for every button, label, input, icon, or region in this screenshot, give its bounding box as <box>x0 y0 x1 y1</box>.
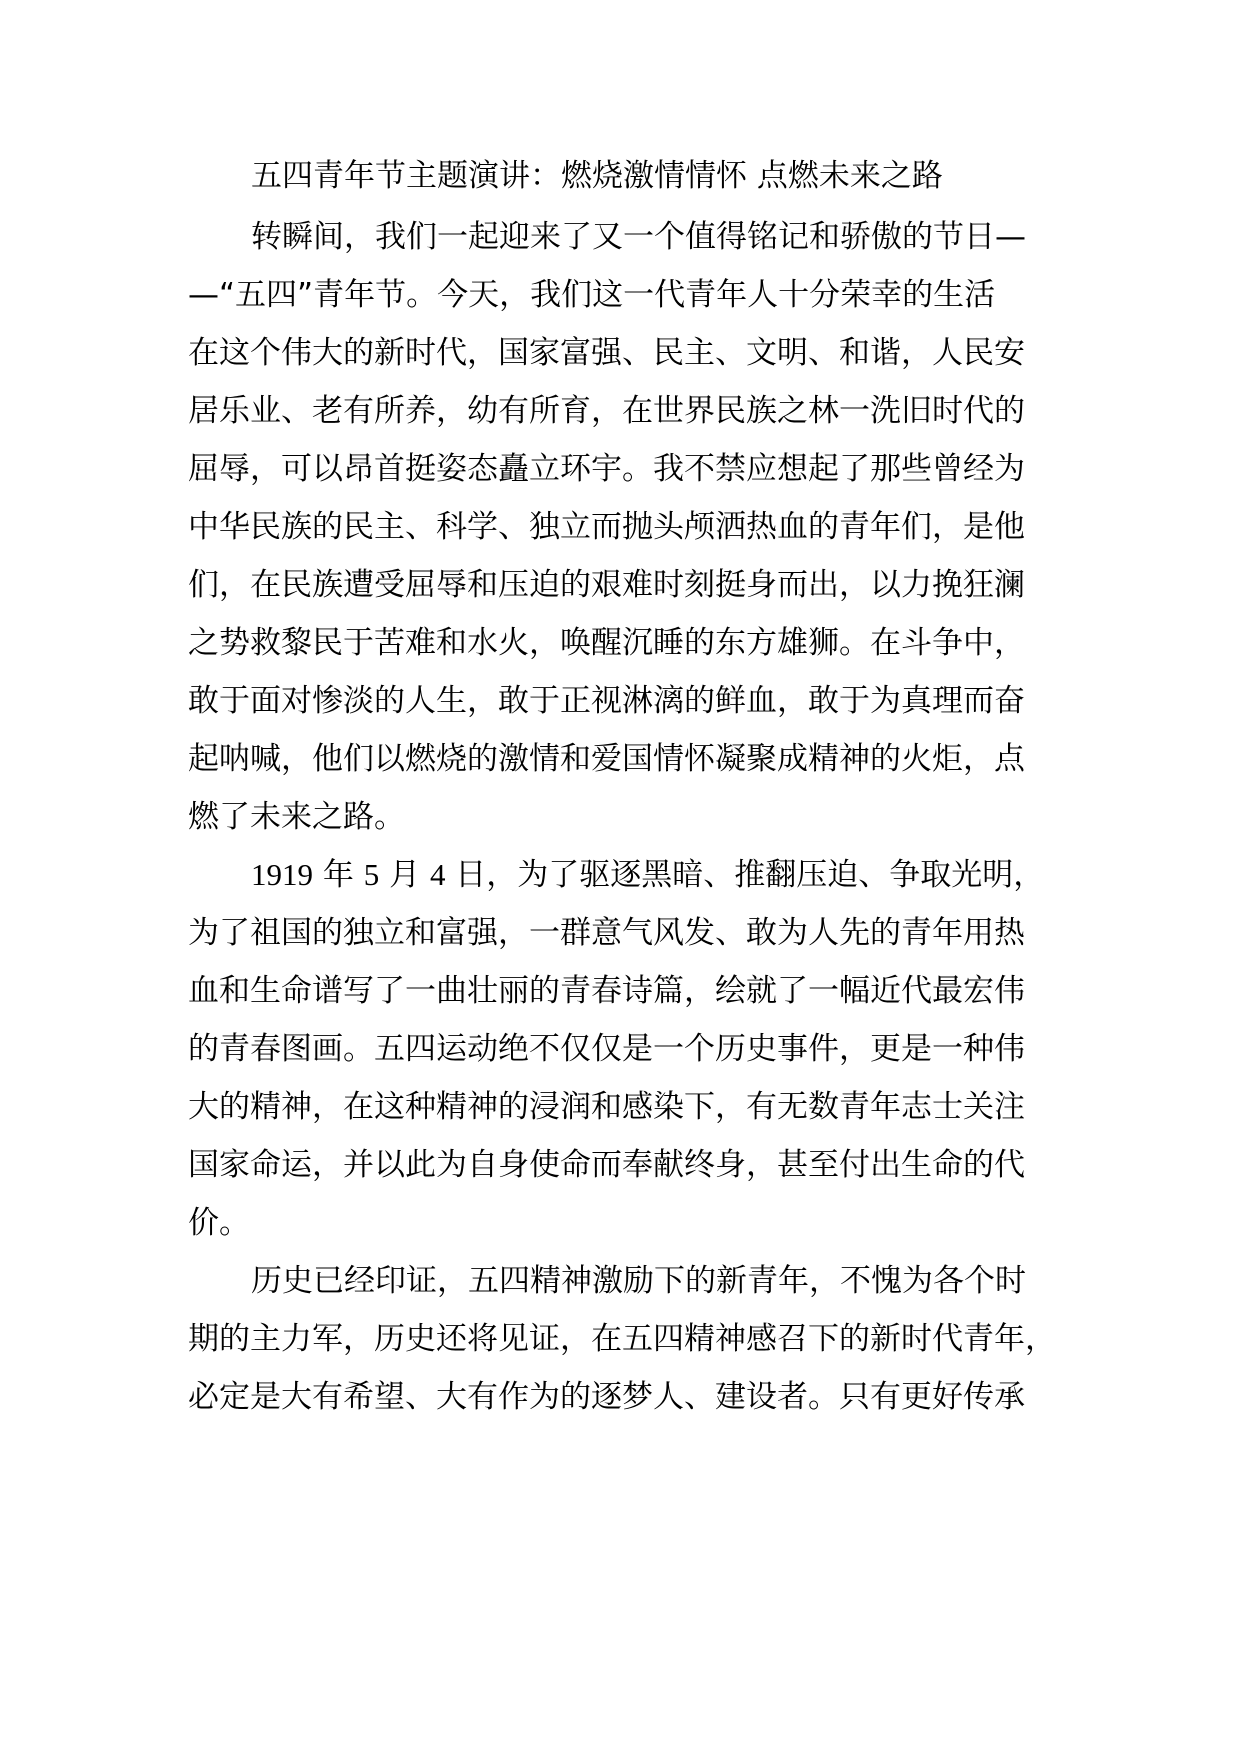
paragraph-line: 为了祖国的独立和富强，一群意气风发、敢为人先的青年用热 <box>188 915 1025 951</box>
paragraph-line: 燃了未来之路。 <box>188 799 405 835</box>
paragraph-line <box>251 855 1151 895</box>
paragraph-line: 中华民族的民主、科学、独立而抛头颅洒热血的青年们，是他 <box>188 509 1025 545</box>
text-fragment: 日，为了驱逐黑暗、推翻压迫、争取光明， <box>445 857 1045 893</box>
paragraph-line: —“五四”青年节。今天，我们这一代青年人十分荣幸的生活 <box>188 277 996 313</box>
paragraph-line: 血和生命谱写了一曲壮丽的青春诗篇，绘就了一幅近代最宏伟 <box>188 973 1025 1009</box>
day-number: 4 <box>429 857 446 892</box>
paragraph-line: 在这个伟大的新时代，国家富强、民主、文明、和谐，人民安 <box>188 335 1025 371</box>
paragraph-line: 历史已经印证，五四精神激励下的新青年，不愧为各个时 <box>251 1263 1026 1299</box>
document-title: 五四青年节主题演讲：燃烧激情情怀 点燃未来之路 <box>251 158 943 194</box>
paragraph-line: 大的精神，在这种精神的浸润和感染下，有无数青年志士关注 <box>188 1089 1025 1125</box>
year-number: 1919 <box>251 857 313 892</box>
paragraph-line: 期的主力军，历史还将见证，在五四精神感召下的新时代青年， <box>188 1321 1056 1357</box>
paragraph-line: 之势救黎民于苦难和水火，唤醒沉睡的东方雄狮。在斗争中， <box>188 625 1025 661</box>
paragraph-line: 屈辱，可以昂首挺姿态矗立环宇。我不禁应想起了那些曾经为 <box>188 451 1025 487</box>
paragraph-line: 转瞬间，我们一起迎来了又一个值得铭记和骄傲的节日— <box>251 219 1026 255</box>
paragraph-line: 起呐喊，他们以燃烧的激情和爱国情怀凝聚成精神的火炬，点 <box>188 741 1025 777</box>
paragraph-line: 敢于面对惨淡的人生，敢于正视淋漓的鲜血，敢于为真理而奋 <box>188 683 1025 719</box>
paragraph-line: 的青春图画。五四运动绝不仅仅是一个历史事件，更是一种伟 <box>188 1031 1025 1067</box>
paragraph-line: 国家命运，并以此为自身使命而奉献终身，甚至付出生命的代 <box>188 1147 1025 1183</box>
paragraph-line: 价。 <box>188 1205 250 1241</box>
paragraph-line: 居乐业、老有所养，幼有所育，在世界民族之林一洗旧时代的 <box>188 393 1025 429</box>
month-number: 5 <box>363 857 380 892</box>
paragraph-line: 们，在民族遭受屈辱和压迫的艰难时刻挺身而出，以力挽狂澜 <box>188 567 1025 603</box>
paragraph-line: 必定是大有希望、大有作为的逐梦人、建设者。只有更好传承 <box>188 1379 1025 1415</box>
text-fragment: 月 <box>379 857 430 893</box>
text-fragment: 年 <box>313 857 364 893</box>
